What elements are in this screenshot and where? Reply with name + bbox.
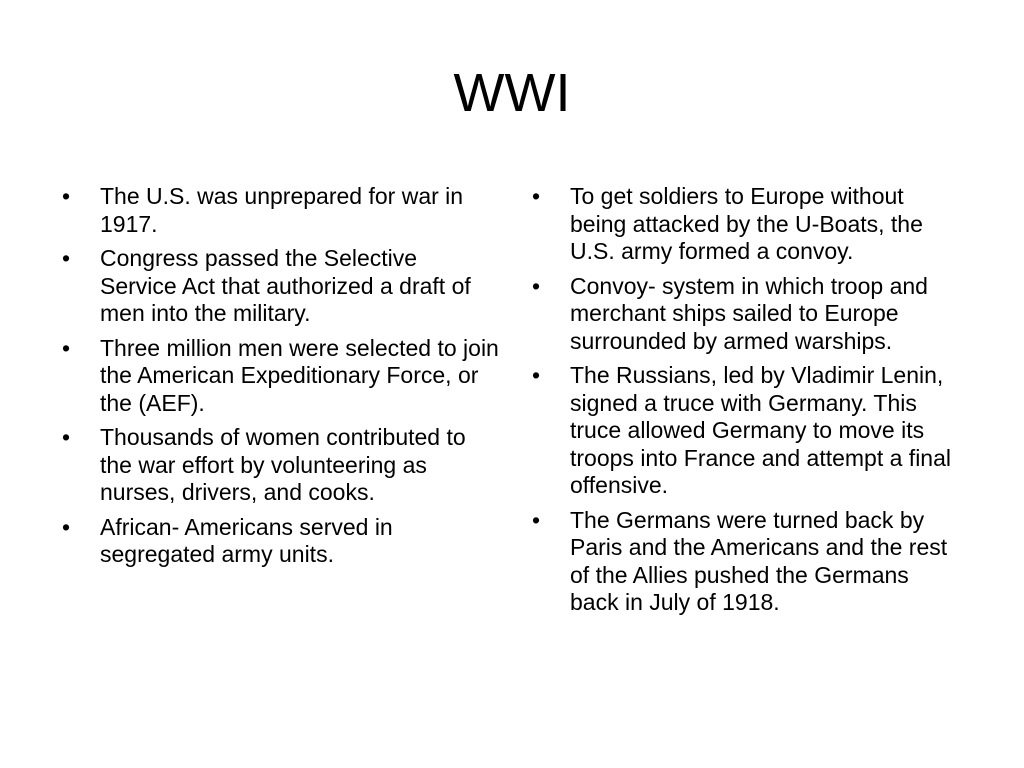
bullet-item <box>62 183 500 238</box>
bullet-text: The Germans were turned back by Paris and the Americans and the rest of the Allies pushed the Germans back in July of 1918. <box>570 506 948 615</box>
bullet-item <box>532 507 962 617</box>
bullet-dot-icon: • <box>62 513 71 540</box>
right-bullet-list <box>532 183 962 624</box>
bullet-text: Thousands of women contributed to the war effort by volunteering as nurses, drivers, and cooks. <box>100 424 466 505</box>
bullet-item <box>62 514 500 569</box>
bullet-dot-icon: • <box>532 272 541 299</box>
slide-title: WWI <box>453 63 571 123</box>
bullet-dot-icon: • <box>62 183 71 209</box>
bullet-item <box>532 362 962 500</box>
bullet-text: To get soldiers to Europe without being attacked by the U-Boats, the U.S. army formed a convoy. <box>570 183 923 264</box>
bullet-item <box>62 424 500 507</box>
bullet-text: Congress passed the Selective Service Act that authorized a draft of men into the military. <box>100 245 471 326</box>
bullet-text: Convoy- system in which troop and merchant ships sailed to Europe surrounded by armed warships. <box>570 272 928 354</box>
bullet-item <box>62 245 500 328</box>
bullet-text: The Russians, led by Vladimir Lenin, signed a truce with Germany. This truce allowed Germany to move its troops into France and attempt a final offensive. <box>570 362 951 498</box>
bullet-text: Three million men were selected to join the American Expeditionary Force, or the (AEF). <box>100 334 499 416</box>
bullet-dot-icon: • <box>532 183 541 209</box>
bullet-dot-icon: • <box>62 334 71 361</box>
bullet-item <box>62 335 500 418</box>
bullet-item <box>532 183 962 266</box>
bullet-item <box>532 273 962 356</box>
bullet-dot-icon: • <box>532 506 541 533</box>
bullet-text: African- Americans served in segregated army units. <box>100 513 393 567</box>
bullet-text: The U.S. was unprepared for war in 1917. <box>100 183 464 237</box>
bullet-dot-icon: • <box>62 245 71 271</box>
bullet-dot-icon: • <box>532 362 541 388</box>
left-bullet-list <box>62 183 500 576</box>
bullet-dot-icon: • <box>62 424 71 450</box>
